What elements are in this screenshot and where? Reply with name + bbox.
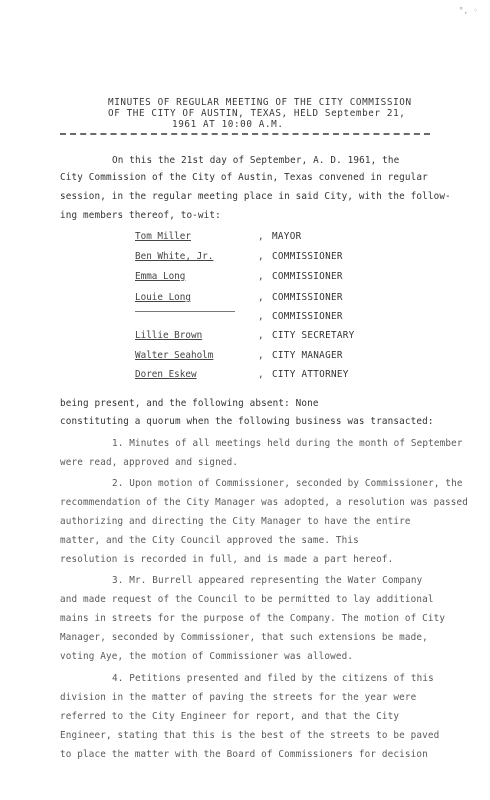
paragraph-line: Engineer, stating that this is the best of the streets to be paved bbox=[60, 730, 440, 741]
paragraph-line: recommendation of the City Manager was adopted, a resolution was passed bbox=[60, 497, 469, 508]
roster-separator: , bbox=[258, 292, 264, 303]
paragraph-line: voting Aye, the motion of Commissioner was allowed. bbox=[60, 651, 354, 662]
paragraph-line: to place the matter with the Board of Commissioners for decision bbox=[60, 749, 428, 760]
member-title: CITY ATTORNEY bbox=[272, 369, 349, 380]
member-title: MAYOR bbox=[272, 231, 302, 242]
member-title: COMMISSIONER bbox=[272, 311, 343, 322]
paragraph-line: resolution is recorded in full, and is made a part hereof. bbox=[60, 554, 394, 565]
roster-separator: , bbox=[258, 231, 264, 242]
member-title: COMMISSIONER bbox=[272, 271, 343, 282]
member-title: COMMISSIONER bbox=[272, 251, 343, 262]
member-title: COMMISSIONER bbox=[272, 292, 343, 303]
paragraph-line: 1. Minutes of all meetings held during the month of September bbox=[112, 438, 463, 449]
paragraph-line: Manager, seconded by Commissioner, that such extensions be made, bbox=[60, 632, 428, 643]
absent-line: being present, and the following absent: None bbox=[60, 398, 319, 409]
member-name: Doren Eskew bbox=[135, 369, 197, 380]
paragraph-line: were read, approved and signed. bbox=[60, 457, 239, 468]
member-name bbox=[135, 311, 235, 312]
quorum-line: constituting a quorum when the following business was transacted: bbox=[60, 416, 434, 427]
intro-line-4: ing members thereof, to-wit: bbox=[60, 210, 221, 221]
paragraph-line: and made request of the Council to be permitted to lay additional bbox=[60, 594, 434, 605]
member-title: CITY MANAGER bbox=[272, 350, 343, 361]
paragraph-line: referred to the City Engineer for report, and that the City bbox=[60, 711, 400, 722]
paragraph-line: 3. Mr. Burrell appeared representing the Water Company bbox=[112, 575, 423, 586]
paragraph-line: matter, and the City Council approved the same. This bbox=[60, 535, 359, 546]
member-name: Ben White, Jr. bbox=[135, 251, 214, 262]
paragraph-line: 2. Upon motion of Commissioner, seconded by Commissioner, the bbox=[112, 478, 463, 489]
roster-separator: , bbox=[258, 350, 264, 361]
paragraph-line: authorizing and directing the City Manager to have the entire bbox=[60, 516, 411, 527]
member-name: Louie Long bbox=[135, 292, 191, 303]
member-name: Lillie Brown bbox=[135, 330, 203, 341]
roster-separator: , bbox=[258, 330, 264, 341]
intro-line-1: On this the 21st day of September, A. D. 1961, the bbox=[112, 155, 400, 166]
roster-separator: , bbox=[258, 271, 264, 282]
minutes-title-line-1: MINUTES OF REGULAR MEETING OF THE CITY COMMISSION bbox=[108, 97, 412, 108]
paragraph-line: mains in streets for the purpose of the Company. The motion of City bbox=[60, 613, 446, 624]
member-name: Walter Seaholm bbox=[135, 350, 214, 361]
roster-separator: , bbox=[258, 369, 264, 380]
member-name: Emma Long bbox=[135, 271, 186, 282]
minutes-title-line-3: 1961 AT 10:00 A.M. bbox=[172, 119, 284, 130]
roster-separator: , bbox=[258, 311, 264, 322]
roster-separator: , bbox=[258, 251, 264, 262]
member-title: CITY SECRETARY bbox=[272, 330, 355, 341]
minutes-title-line-2: OF THE CITY OF AUSTIN, TEXAS, HELD September 21, bbox=[108, 108, 406, 119]
paragraph-line: division in the matter of paving the streets for the year were bbox=[60, 692, 417, 703]
intro-line-3: session, in the regular meeting place in said City, with the follow- bbox=[60, 191, 451, 202]
member-name: Tom Miller bbox=[135, 231, 191, 242]
intro-line-2: City Commission of the City of Austin, Texas convened in regular bbox=[60, 172, 428, 183]
paragraph-line: 4. Petitions presented and filed by the citizens of this bbox=[112, 673, 434, 684]
corner-mark: °, ◦ bbox=[458, 6, 478, 15]
title-divider bbox=[60, 133, 430, 135]
